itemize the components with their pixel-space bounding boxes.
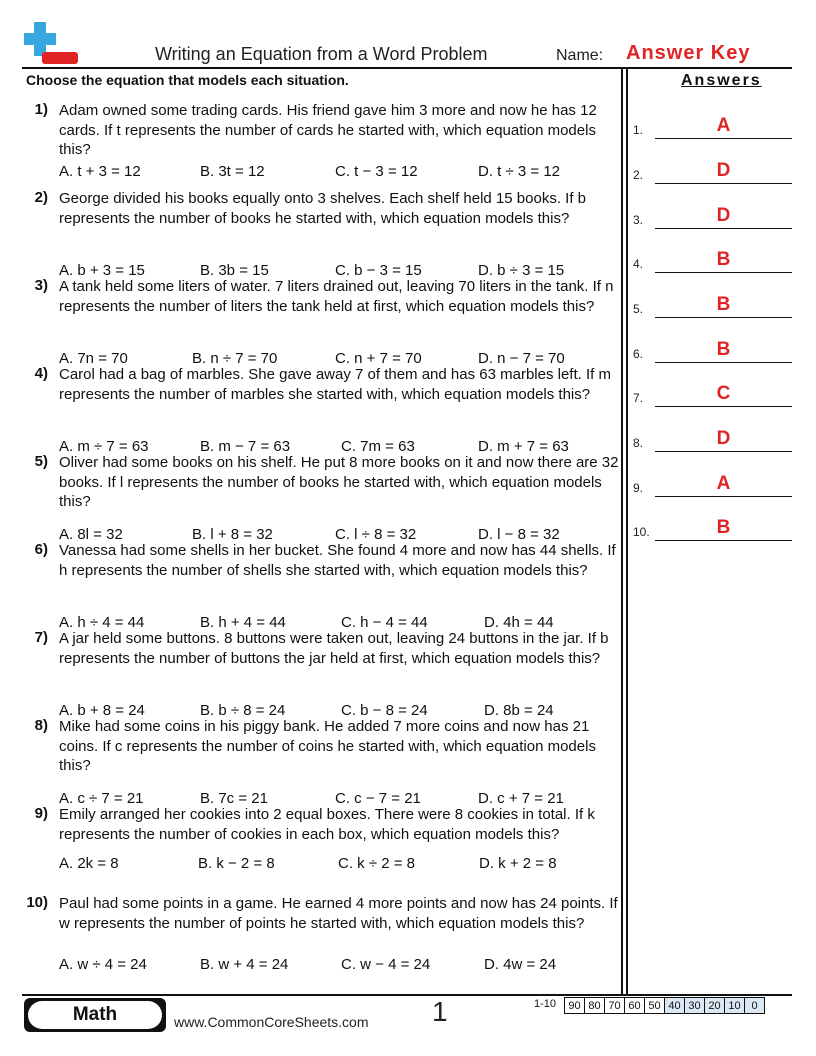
- answers-heading: Answers: [681, 72, 762, 89]
- website-link[interactable]: www.CommonCoreSheets.com: [174, 1014, 369, 1030]
- question-text: Vanessa had some shells in her bucket. She found 4 more and now has 44 shells. If h represents the number of shells she started with, which equation models this?: [59, 542, 616, 579]
- answer-blank-line: [655, 540, 792, 541]
- answer-letter: D: [716, 205, 731, 226]
- name-label: Name:: [556, 47, 604, 64]
- answer-choice-a[interactable]: A. c ÷ 7 = 21: [59, 790, 144, 807]
- answer-choice-d[interactable]: D. c + 7 = 21: [478, 790, 564, 807]
- answer-blank-line: [655, 406, 792, 407]
- answer-letter: A: [716, 115, 731, 136]
- question-text: Mike had some coins in his piggy bank. He added 7 more coins and now has 21 coins. If c represents the number of coins he started with, which equation models this?: [59, 718, 596, 774]
- answer-choice-a[interactable]: A. 2k = 8: [59, 855, 119, 872]
- answer-choice-d[interactable]: D. 4h = 44: [484, 614, 554, 631]
- question-number: 10): [26, 894, 48, 911]
- answer-number: 7.: [633, 391, 644, 405]
- answer-choice-a[interactable]: A. w ÷ 4 = 24: [59, 956, 147, 973]
- answer-choice-d[interactable]: D. m + 7 = 63: [478, 438, 569, 455]
- answer-choice-b[interactable]: B. k − 2 = 8: [198, 855, 275, 872]
- score-cell: 90: [565, 998, 585, 1014]
- column-divider: [626, 69, 628, 995]
- question-text: Oliver had some books on his shelf. He put 8 more books on it and now there are 32 books. If l represents the number of books he started with, which equation models this?: [59, 454, 619, 510]
- answer-letter: B: [716, 249, 731, 270]
- answer-choice-b[interactable]: B. b ÷ 8 = 24: [200, 702, 286, 719]
- question-text: Paul had some points in a game. He earned 4 more points and now has 24 points. If w represents the number of points he started with, which equation models this?: [59, 895, 618, 932]
- answer-choice-d[interactable]: D. 4w = 24: [484, 956, 557, 973]
- answer-choice-c[interactable]: C. c − 7 = 21: [335, 790, 421, 807]
- score-cell: 30: [685, 998, 705, 1014]
- answer-blank-line: [655, 451, 792, 452]
- question-text: A tank held some liters of water. 7 liters drained out, leaving 70 liters in the tank. If n represents the number of liters the tank held at first, which equation models this?: [59, 278, 614, 315]
- answer-choice-d[interactable]: D. n − 7 = 70: [478, 350, 565, 367]
- answer-choice-c[interactable]: C. b − 3 = 15: [335, 262, 422, 279]
- answer-choice-d[interactable]: D. b ÷ 3 = 15: [478, 262, 565, 279]
- question-number: 4): [34, 365, 48, 382]
- answer-letter: D: [716, 160, 731, 181]
- score-cell: 10: [725, 998, 745, 1014]
- answer-number: 1.: [633, 123, 644, 137]
- answer-choice-a[interactable]: A. m ÷ 7 = 63: [59, 438, 149, 455]
- answer-choice-b[interactable]: B. 3t = 12: [200, 163, 265, 180]
- answer-blank-line: [655, 228, 792, 229]
- subject-label: Math: [28, 1001, 162, 1029]
- column-divider: [621, 69, 623, 995]
- answer-key-label: Answer Key: [626, 42, 751, 64]
- score-cell: 20: [705, 998, 725, 1014]
- question-number: 3): [34, 277, 48, 294]
- score-cell: 0: [745, 998, 765, 1014]
- question-number: 9): [34, 805, 48, 822]
- answer-blank-line: [655, 183, 792, 184]
- answer-choice-c[interactable]: C. b − 8 = 24: [341, 702, 428, 719]
- question-text: Carol had a bag of marbles. She gave away 7 of them and has 63 marbles left. If m represents the number of marbles she started with, which equation models this?: [59, 366, 611, 403]
- answer-number: 10.: [633, 525, 650, 539]
- score-cell: 80: [585, 998, 605, 1014]
- answer-letter: B: [716, 517, 731, 538]
- page-title: Writing an Equation from a Word Problem: [155, 44, 488, 64]
- answer-letter: D: [716, 428, 731, 449]
- question-text: George divided his books equally onto 3 shelves. Each shelf held 15 books. If b represents the number of books he started with, which equation models this?: [59, 190, 586, 227]
- plus-minus-logo-icon: [24, 22, 80, 68]
- question-number: 5): [34, 453, 48, 470]
- answer-choice-b[interactable]: B. m − 7 = 63: [200, 438, 291, 455]
- score-cell: 60: [625, 998, 645, 1014]
- answer-letter: C: [716, 383, 731, 404]
- answer-choice-a[interactable]: A. h ÷ 4 = 44: [59, 614, 145, 631]
- score-cell: 70: [605, 998, 625, 1014]
- answer-choice-b[interactable]: B. w + 4 = 24: [200, 956, 289, 973]
- answer-blank-line: [655, 138, 792, 139]
- answer-choice-a[interactable]: A. 8l = 32: [59, 526, 123, 543]
- answer-number: 3.: [633, 213, 644, 227]
- answer-blank-line: [655, 362, 792, 363]
- answer-choice-c[interactable]: C. t − 3 = 12: [335, 163, 418, 180]
- answer-choice-c[interactable]: C. h − 4 = 44: [341, 614, 428, 631]
- score-cell: 40: [665, 998, 685, 1014]
- question-text: A jar held some buttons. 8 buttons were taken out, leaving 24 buttons in the jar. If b represents the number of buttons the jar held at first, which equation models this?: [59, 630, 609, 667]
- score-table: [564, 997, 765, 1014]
- page-number: 1: [432, 996, 448, 1027]
- answer-blank-line: [655, 496, 792, 497]
- answer-choice-a[interactable]: A. t + 3 = 12: [59, 163, 141, 180]
- header-divider: [22, 67, 792, 69]
- answer-choice-b[interactable]: B. h + 4 = 44: [200, 614, 286, 631]
- answer-number: 9.: [633, 481, 644, 495]
- answer-blank-line: [655, 272, 792, 273]
- score-range-label: 1-10: [534, 998, 557, 1010]
- answer-blank-line: [655, 317, 792, 318]
- answer-choice-b[interactable]: B. n ÷ 7 = 70: [192, 350, 278, 367]
- answer-choice-a[interactable]: A. b + 8 = 24: [59, 702, 145, 719]
- question-number: 2): [34, 189, 48, 206]
- answer-letter: A: [716, 473, 731, 494]
- answer-choice-c[interactable]: C. l ÷ 8 = 32: [335, 526, 417, 543]
- answer-choice-c[interactable]: C. k ÷ 2 = 8: [338, 855, 416, 872]
- question-text: Emily arranged her cookies into 2 equal boxes. There were 8 cookies in total. If k represents the number of cookies in each box, which equation models this?: [59, 806, 595, 843]
- answer-number: 5.: [633, 302, 644, 316]
- answer-choice-c[interactable]: C. 7m = 63: [341, 438, 415, 455]
- answer-choice-b[interactable]: B. l + 8 = 32: [192, 526, 273, 543]
- answer-number: 8.: [633, 436, 644, 450]
- question-number: 8): [34, 717, 48, 734]
- score-row: [565, 998, 765, 1014]
- answer-choice-d[interactable]: D. 8b = 24: [484, 702, 554, 719]
- answer-choice-c[interactable]: C. w − 4 = 24: [341, 956, 431, 973]
- score-cell: 50: [645, 998, 665, 1014]
- answer-letter: B: [716, 339, 731, 360]
- answer-number: 6.: [633, 347, 644, 361]
- question-number: 1): [34, 101, 48, 118]
- answer-choice-b[interactable]: B. 7c = 21: [200, 790, 268, 807]
- answer-choice-a[interactable]: A. b + 3 = 15: [59, 262, 145, 279]
- answer-choice-d[interactable]: D. l − 8 = 32: [478, 526, 560, 543]
- footer-divider: [22, 994, 792, 996]
- answer-number: 4.: [633, 257, 644, 271]
- question-number: 7): [34, 629, 48, 646]
- answer-choice-b[interactable]: B. 3b = 15: [200, 262, 269, 279]
- instructions: Choose the equation that models each situation.: [26, 72, 349, 88]
- answer-choice-d[interactable]: D. t ÷ 3 = 12: [478, 163, 561, 180]
- answer-letter: B: [716, 294, 731, 315]
- question-number: 6): [34, 541, 48, 558]
- answer-choice-a[interactable]: A. 7n = 70: [59, 350, 128, 367]
- answer-choice-c[interactable]: C. n + 7 = 70: [335, 350, 422, 367]
- question-text: Adam owned some trading cards. His friend gave him 3 more and now he has 12 cards. If t represents the number of cards he started with, which equation models this?: [59, 102, 597, 158]
- answer-choice-d[interactable]: D. k + 2 = 8: [479, 855, 557, 872]
- answer-number: 2.: [633, 168, 644, 182]
